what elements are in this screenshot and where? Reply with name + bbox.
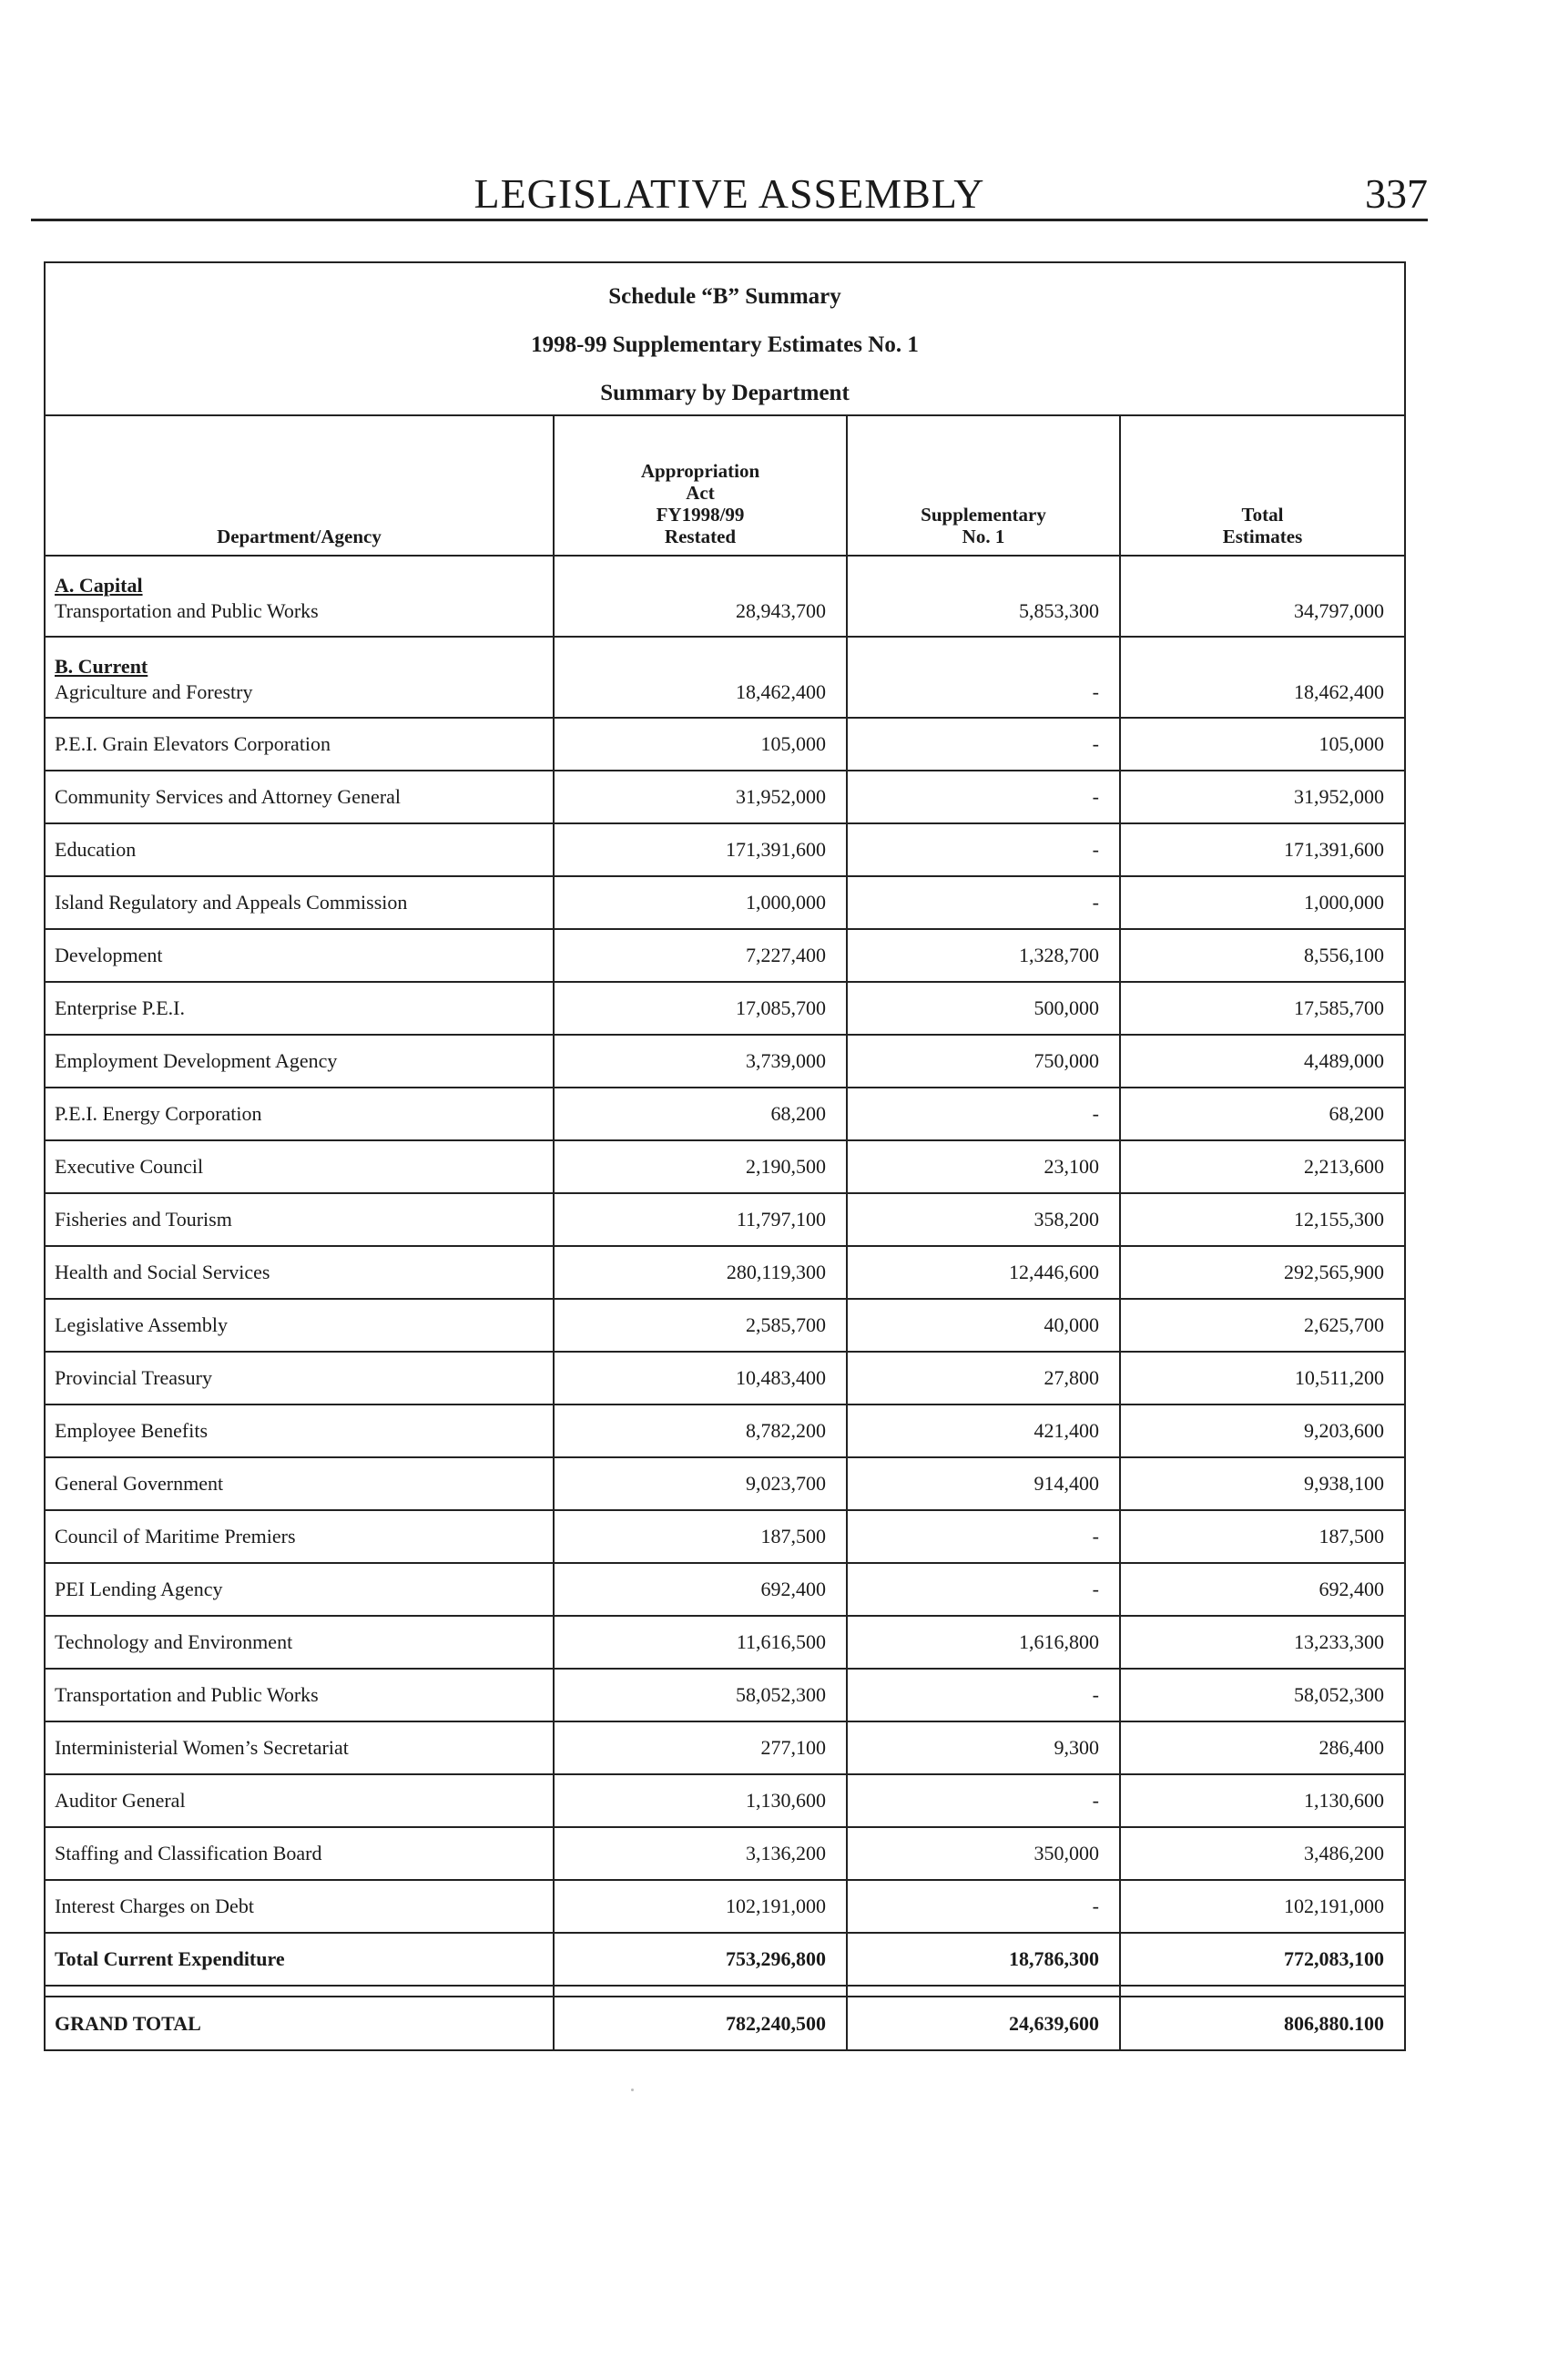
table-row xyxy=(46,771,1404,823)
supplementary-cell xyxy=(847,1563,1120,1616)
supplementary-cell-text: 350,000 xyxy=(1033,1842,1099,1864)
department-cell xyxy=(46,982,554,1035)
grand-total-total xyxy=(1120,1997,1404,2049)
appropriation-cell xyxy=(554,1721,847,1774)
appropriation-cell-text: 11,616,500 xyxy=(736,1630,826,1653)
total-cell xyxy=(1120,1299,1404,1352)
supplementary-cell xyxy=(847,718,1120,771)
table-row xyxy=(46,1299,1404,1352)
supplementary-cell-text: - xyxy=(1092,838,1099,861)
schedule-title: Schedule “B” Summary xyxy=(608,284,841,309)
supplementary-cell xyxy=(847,1035,1120,1088)
department-cell-text: Transportation and Public Works xyxy=(55,599,319,622)
total-cell xyxy=(1120,929,1404,982)
table-row xyxy=(46,1774,1404,1827)
appropriation-cell-text: 171,391,600 xyxy=(726,838,826,861)
appropriation-cell xyxy=(554,1563,847,1616)
total-cell xyxy=(1120,823,1404,876)
table-body xyxy=(46,556,1404,2049)
total-cell-text: 10,511,200 xyxy=(1294,1366,1384,1389)
supplementary-cell-text: - xyxy=(1092,785,1099,808)
appropriation-cell xyxy=(554,1140,847,1193)
total-cell xyxy=(1120,1721,1404,1774)
appropriation-cell xyxy=(554,1352,847,1405)
appropriation-cell xyxy=(554,1193,847,1246)
total-cell xyxy=(1120,1669,1404,1721)
appropriation-cell xyxy=(554,1827,847,1880)
appropriation-cell xyxy=(554,1405,847,1457)
table-row xyxy=(46,1405,1404,1457)
total-cell-text: 102,191,000 xyxy=(1284,1895,1384,1917)
table-row xyxy=(46,823,1404,876)
supplementary-cell xyxy=(847,1880,1120,1933)
department-cell-text: Island Regulatory and Appeals Commission xyxy=(55,891,408,914)
appropriation-cell-text: 7,227,400 xyxy=(746,944,826,966)
appropriation-cell xyxy=(554,1299,847,1352)
total-cell xyxy=(1120,1510,1404,1563)
department-cell xyxy=(46,823,554,876)
supplementary-cell xyxy=(847,1352,1120,1405)
appropriation-cell xyxy=(554,1088,847,1140)
department-cell xyxy=(46,1246,554,1299)
grand-total-supplementary-text: 24,639,600 xyxy=(1009,2011,1099,2035)
total-cell xyxy=(1120,1193,1404,1246)
spacer-cell xyxy=(554,1986,847,1997)
total-cell-text: 68,200 xyxy=(1329,1102,1384,1125)
department-cell-text: P.E.I. Grain Elevators Corporation xyxy=(55,732,331,755)
appropriation-cell-text: 1,000,000 xyxy=(746,891,826,914)
total-cell-text: 292,565,900 xyxy=(1284,1261,1384,1283)
department-cell-text: Provincial Treasury xyxy=(55,1366,212,1389)
supplementary-cell-text: - xyxy=(1092,1578,1099,1600)
supplementary-cell-text: - xyxy=(1092,1683,1099,1706)
appropriation-cell-text: 28,943,700 xyxy=(736,599,826,622)
appropriation-cell-text: 105,000 xyxy=(760,732,826,755)
total-cell-text: 9,203,600 xyxy=(1304,1419,1384,1442)
appropriation-cell xyxy=(554,1246,847,1299)
supplementary-cell xyxy=(847,1140,1120,1193)
appropriation-cell-text: 277,100 xyxy=(760,1736,826,1759)
spacer-cell xyxy=(46,1986,554,1997)
department-cell xyxy=(46,637,554,718)
estimates-table xyxy=(46,416,1404,2049)
total-current-supplementary-text: 18,786,300 xyxy=(1009,1947,1099,1970)
appropriation-cell xyxy=(554,876,847,929)
appropriation-cell xyxy=(554,1457,847,1510)
running-title: LEGISLATIVE ASSEMBLY xyxy=(473,170,985,217)
department-cell xyxy=(46,1669,554,1721)
appropriation-cell-text: 17,085,700 xyxy=(736,996,826,1019)
total-cell-text: 18,462,400 xyxy=(1294,680,1384,703)
appropriation-cell-text: 1,130,600 xyxy=(746,1789,826,1812)
department-cell xyxy=(46,1088,554,1140)
appropriation-cell xyxy=(554,982,847,1035)
appropriation-cell xyxy=(554,929,847,982)
table-row xyxy=(46,1510,1404,1563)
total-cell-text: 1,130,600 xyxy=(1304,1789,1384,1812)
supplementary-cell-text: - xyxy=(1092,732,1099,755)
appropriation-cell-text: 9,023,700 xyxy=(746,1472,826,1495)
table-row xyxy=(46,982,1404,1035)
supplementary-cell-text: 914,400 xyxy=(1033,1472,1099,1495)
appropriation-cell xyxy=(554,1774,847,1827)
schedule-table-frame xyxy=(44,261,1406,2051)
schedule-caption xyxy=(46,263,1404,416)
table-row xyxy=(46,1193,1404,1246)
appropriation-cell-text: 8,782,200 xyxy=(746,1419,826,1442)
total-cell xyxy=(1120,718,1404,771)
supplementary-cell-text: - xyxy=(1092,1789,1099,1812)
spacer-cell xyxy=(847,1986,1120,1997)
appropriation-cell xyxy=(554,1035,847,1088)
department-cell-text: Interministerial Women’s Secretariat xyxy=(55,1736,349,1759)
total-cell xyxy=(1120,1035,1404,1088)
total-cell-text: 187,500 xyxy=(1319,1525,1384,1548)
department-cell-text: Technology and Environment xyxy=(55,1630,293,1653)
appropriation-cell-text: 3,136,200 xyxy=(746,1842,826,1864)
supplementary-cell xyxy=(847,1827,1120,1880)
appropriation-cell-text: 280,119,300 xyxy=(726,1261,826,1283)
supplementary-cell-text: - xyxy=(1092,680,1099,703)
appropriation-cell-text: 3,739,000 xyxy=(746,1049,826,1072)
supplementary-cell-text: 358,200 xyxy=(1033,1208,1099,1231)
department-cell-text: PEI Lending Agency xyxy=(55,1578,223,1600)
total-cell xyxy=(1120,637,1404,718)
schedule-heading: Summary by Department xyxy=(600,381,850,405)
total-cell-text: 31,952,000 xyxy=(1294,785,1384,808)
total-current-total xyxy=(1120,1933,1404,1986)
appropriation-cell-text: 18,462,400 xyxy=(736,680,826,703)
section-label: A. Capital xyxy=(55,574,143,597)
department-cell xyxy=(46,1140,554,1193)
supplementary-cell-text: 421,400 xyxy=(1033,1419,1099,1442)
total-cell xyxy=(1120,1405,1404,1457)
total-cell xyxy=(1120,1880,1404,1933)
supplementary-cell-text: 1,616,800 xyxy=(1019,1630,1099,1653)
supplementary-cell xyxy=(847,1721,1120,1774)
table-row xyxy=(46,556,1404,637)
total-cell xyxy=(1120,1140,1404,1193)
supplementary-cell xyxy=(847,1669,1120,1721)
department-cell xyxy=(46,718,554,771)
total-cell-text: 286,400 xyxy=(1319,1736,1384,1759)
page-number: 337 xyxy=(1365,170,1428,217)
supplementary-cell-text: - xyxy=(1092,891,1099,914)
grand-total-row xyxy=(46,1997,1404,2049)
supplementary-cell xyxy=(847,1299,1120,1352)
total-cell-text: 58,052,300 xyxy=(1294,1683,1384,1706)
supplementary-cell-text: 750,000 xyxy=(1033,1049,1099,1072)
column-header-department: Department/Agency xyxy=(46,416,554,556)
supplementary-cell-text: 9,300 xyxy=(1054,1736,1099,1759)
department-cell-text: Legislative Assembly xyxy=(55,1313,229,1336)
grand-total-label-text: GRAND TOTAL xyxy=(55,2011,201,2035)
total-cell xyxy=(1120,1352,1404,1405)
table-header-row xyxy=(46,416,1404,556)
supplementary-cell-text: - xyxy=(1092,1895,1099,1917)
appropriation-cell xyxy=(554,556,847,637)
total-cell xyxy=(1120,876,1404,929)
total-cell-text: 13,233,300 xyxy=(1294,1630,1384,1653)
section-label: B. Current xyxy=(55,655,148,678)
total-cell-text: 9,938,100 xyxy=(1304,1472,1384,1495)
table-row xyxy=(46,1880,1404,1933)
total-cell-text: 3,486,200 xyxy=(1304,1842,1384,1864)
department-cell xyxy=(46,1774,554,1827)
department-cell-text: Employee Benefits xyxy=(55,1419,209,1442)
total-cell xyxy=(1120,1457,1404,1510)
appropriation-cell-text: 692,400 xyxy=(760,1578,826,1600)
spacer-row xyxy=(46,1986,1404,1997)
department-cell xyxy=(46,1880,554,1933)
total-cell-text: 8,556,100 xyxy=(1304,944,1384,966)
supplementary-cell-text: 1,328,700 xyxy=(1019,944,1099,966)
appropriation-cell xyxy=(554,771,847,823)
department-cell xyxy=(46,1352,554,1405)
supplementary-cell xyxy=(847,876,1120,929)
total-cell-text: 171,391,600 xyxy=(1284,838,1384,861)
total-cell xyxy=(1120,1827,1404,1880)
appropriation-cell-text: 187,500 xyxy=(760,1525,826,1548)
table-row xyxy=(46,876,1404,929)
appropriation-cell-text: 102,191,000 xyxy=(726,1895,826,1917)
department-cell xyxy=(46,1563,554,1616)
department-cell xyxy=(46,1721,554,1774)
department-cell xyxy=(46,1405,554,1457)
total-cell xyxy=(1120,1616,1404,1669)
spacer-cell xyxy=(1120,1986,1404,1997)
appropriation-cell xyxy=(554,637,847,718)
supplementary-cell xyxy=(847,1088,1120,1140)
department-cell xyxy=(46,1193,554,1246)
supplementary-cell-text: - xyxy=(1092,1102,1099,1125)
department-cell-text: Health and Social Services xyxy=(55,1261,270,1283)
table-row xyxy=(46,929,1404,982)
department-cell-text: Executive Council xyxy=(55,1155,204,1178)
table-row xyxy=(46,1088,1404,1140)
department-cell xyxy=(46,1510,554,1563)
department-cell xyxy=(46,1457,554,1510)
total-cell-text: 105,000 xyxy=(1319,732,1384,755)
department-cell-text: Community Services and Attorney General xyxy=(55,785,402,808)
table-row xyxy=(46,1246,1404,1299)
table-row xyxy=(46,1721,1404,1774)
table-row xyxy=(46,1669,1404,1721)
total-current-label xyxy=(46,1933,554,1986)
department-cell-text: Enterprise P.E.I. xyxy=(55,996,185,1019)
total-cell-text: 17,585,700 xyxy=(1294,996,1384,1019)
total-current-row xyxy=(46,1933,1404,1986)
appropriation-cell-text: 68,200 xyxy=(770,1102,826,1125)
total-current-appropriation xyxy=(554,1933,847,1986)
department-cell xyxy=(46,1035,554,1088)
total-cell xyxy=(1120,982,1404,1035)
supplementary-cell xyxy=(847,1774,1120,1827)
department-cell xyxy=(46,1616,554,1669)
table-row xyxy=(46,637,1404,718)
supplementary-cell xyxy=(847,929,1120,982)
appropriation-cell xyxy=(554,1669,847,1721)
department-cell xyxy=(46,771,554,823)
grand-total-appropriation xyxy=(554,1997,847,2049)
table-row xyxy=(46,1616,1404,1669)
supplementary-cell xyxy=(847,556,1120,637)
department-cell xyxy=(46,929,554,982)
grand-total-total-text: 806,880.100 xyxy=(1284,2011,1384,2035)
supplementary-cell xyxy=(847,982,1120,1035)
supplementary-cell xyxy=(847,823,1120,876)
total-cell xyxy=(1120,556,1404,637)
appropriation-cell-text: 11,797,100 xyxy=(736,1208,826,1231)
department-cell-text: Development xyxy=(55,944,163,966)
appropriation-cell xyxy=(554,1616,847,1669)
table-row xyxy=(46,1352,1404,1405)
appropriation-cell xyxy=(554,1510,847,1563)
total-cell xyxy=(1120,771,1404,823)
department-cell-text: Staffing and Classification Board xyxy=(55,1842,322,1864)
page-header xyxy=(31,162,1428,221)
supplementary-cell-text: 40,000 xyxy=(1044,1313,1099,1336)
total-cell-text: 12,155,300 xyxy=(1294,1208,1384,1231)
department-cell-text: Auditor General xyxy=(55,1789,186,1812)
department-cell-text: Education xyxy=(55,838,137,861)
table-row xyxy=(46,1457,1404,1510)
department-cell-text: Fisheries and Tourism xyxy=(55,1208,232,1231)
department-cell-text: Employment Development Agency xyxy=(55,1049,338,1072)
total-cell-text: 692,400 xyxy=(1319,1578,1384,1600)
total-cell xyxy=(1120,1246,1404,1299)
supplementary-cell-text: - xyxy=(1092,1525,1099,1548)
supplementary-cell xyxy=(847,771,1120,823)
department-cell xyxy=(46,876,554,929)
department-cell-text: Transportation and Public Works xyxy=(55,1683,319,1706)
supplementary-cell-text: 5,853,300 xyxy=(1019,599,1099,622)
department-cell-text: P.E.I. Energy Corporation xyxy=(55,1102,262,1125)
department-cell-text: General Government xyxy=(55,1472,224,1495)
total-current-appropriation-text: 753,296,800 xyxy=(726,1947,826,1970)
supplementary-cell-text: 500,000 xyxy=(1033,996,1099,1019)
department-cell xyxy=(46,556,554,637)
table-row xyxy=(46,1035,1404,1088)
appropriation-cell-text: 2,190,500 xyxy=(746,1155,826,1178)
supplementary-cell xyxy=(847,1457,1120,1510)
appropriation-cell xyxy=(554,823,847,876)
supplementary-cell xyxy=(847,1616,1120,1669)
table-row xyxy=(46,1140,1404,1193)
column-header-total: Total Estimates xyxy=(1120,416,1404,556)
appropriation-cell xyxy=(554,1880,847,1933)
appropriation-cell-text: 31,952,000 xyxy=(736,785,826,808)
total-cell-text: 2,625,700 xyxy=(1304,1313,1384,1336)
column-header-appropriation: Appropriation Act FY1998/99 Restated xyxy=(554,416,847,556)
table-row xyxy=(46,718,1404,771)
supplementary-cell xyxy=(847,1193,1120,1246)
total-cell xyxy=(1120,1774,1404,1827)
supplementary-cell xyxy=(847,637,1120,718)
appropriation-cell-text: 10,483,400 xyxy=(736,1366,826,1389)
total-current-supplementary xyxy=(847,1933,1120,1986)
table-row xyxy=(46,1563,1404,1616)
total-cell xyxy=(1120,1563,1404,1616)
total-current-label-text: Total Current Expenditure xyxy=(55,1947,285,1970)
supplementary-cell xyxy=(847,1510,1120,1563)
department-cell xyxy=(46,1827,554,1880)
total-current-total-text: 772,083,100 xyxy=(1284,1947,1384,1970)
grand-total-supplementary xyxy=(847,1997,1120,2049)
column-header-supplementary: Supplementary No. 1 xyxy=(847,416,1120,556)
department-cell-text: Council of Maritime Premiers xyxy=(55,1525,296,1548)
department-cell-text: Interest Charges on Debt xyxy=(55,1895,254,1917)
grand-total-appropriation-text: 782,240,500 xyxy=(726,2011,826,2035)
department-cell xyxy=(46,1299,554,1352)
total-cell xyxy=(1120,1088,1404,1140)
appropriation-cell-text: 58,052,300 xyxy=(736,1683,826,1706)
department-cell-text: Agriculture and Forestry xyxy=(55,680,253,703)
total-cell-text: 2,213,600 xyxy=(1304,1155,1384,1178)
total-cell-text: 4,489,000 xyxy=(1304,1049,1384,1072)
total-cell-text: 1,000,000 xyxy=(1304,891,1384,914)
supplementary-cell-text: 27,800 xyxy=(1044,1366,1099,1389)
supplementary-cell xyxy=(847,1246,1120,1299)
table-row xyxy=(46,1827,1404,1880)
supplementary-cell-text: 23,100 xyxy=(1044,1155,1099,1178)
schedule-subtitle: 1998-99 Supplementary Estimates No. 1 xyxy=(531,332,919,357)
appropriation-cell xyxy=(554,718,847,771)
grand-total-label xyxy=(46,1997,554,2049)
total-cell-text: 34,797,000 xyxy=(1294,599,1384,622)
appropriation-cell-text: 2,585,700 xyxy=(746,1313,826,1336)
scan-speck xyxy=(631,2089,634,2091)
supplementary-cell xyxy=(847,1405,1120,1457)
supplementary-cell-text: 12,446,600 xyxy=(1009,1261,1099,1283)
